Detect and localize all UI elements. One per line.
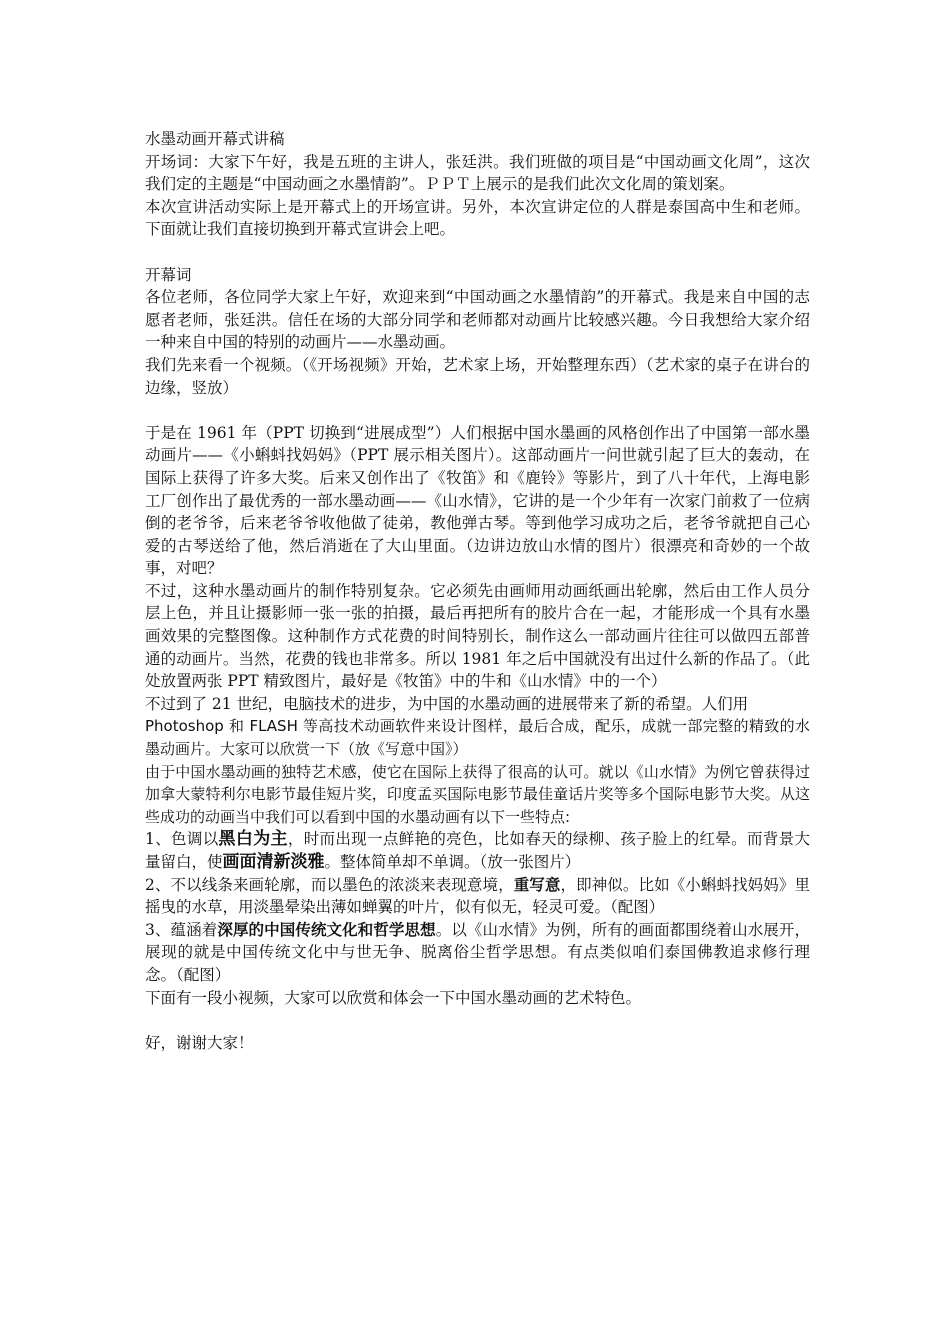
feature-2-text-b: ，即神似。比如《小蝌蚪找妈妈》里摇曳的水草，用淡墨晕染出薄如蝉翼的叶片，似有似无，轻灵可爱。（配图）: [145, 875, 810, 917]
feature-2-text-a: 2、不以线条来画轮廓，而以墨色的浓淡来表现意境，: [145, 875, 514, 894]
feature-3-text-b: 。以《山水情》为例，所有的画面都围绕着山水展开，展现的就是中国传统文化中与世无争、脱离俗尘哲学思想。有点类似咱们泰国佛教追求修行理念。（配图）: [145, 920, 810, 984]
feature-1-text-b: ，时而出现一点鲜艳的亮色，比如春天的绿柳、孩子脸上的红晕。而背景大量留白，使: [145, 830, 810, 871]
feature-1: [145, 828, 810, 873]
opening-paragraph-1: 各位老师，各位同学大家上午好，欢迎来到“中国动画之水墨情韵”的开幕式。我是来自中国的志愿者老师，张廷洪。信任在场的大部分同学和老师都对动画片比较感兴趣。今日我想给大家介绍一种来自中国的特别的动画片——水墨动画。: [145, 288, 810, 352]
history-paragraph-1: 于是在 1961 年（PPT 切换到“进展成型”）人们根据中国水墨画的风格创作出了中国第一部水墨动画片——《小蝌蚪找妈妈》（PPT 展示相关图片）。这部动画片一问世就引起了巨大的轰动，在国际上获得了许多大奖。后来又创作出了《牧笛》和《鹿铃》等影片，到了八十年代，上海电影工厂创作出了最优秀的一部水墨动画——《山水情》，它讲的是一个少年有一次家门前救了一位病倒的老爷爷，后来老爷爷收他做了徒弟，教他弹古琴。等到他学习成功之后，老爷爷就把自己心爱的古琴送给了他，然后消逝在了大山里面。（边讲边放山水情的图片）很漂亮和奇妙的一个故事，对吧？: [145, 423, 810, 578]
history-paragraph-4: 由于中国水墨动画的独特艺术感，使它在国际上获得了很高的认可。就以《山水情》为例它曾获得过加拿大蒙特利尔电影节最佳短片奖，印度孟买国际电影节最佳童话片奖等多个国际电影节大奖。从这些成功的动画当中我们可以看到中国的水墨动画有以下一些特点:: [145, 762, 810, 826]
feature-3: [145, 919, 810, 987]
document-title: 水墨动画开幕式讲稿: [145, 130, 285, 148]
blank-line: [145, 399, 810, 422]
history-paragraph-3b: Photoshop 和 FLASH 等高技术动画软件来设计图样，最后合成，配乐，成就一部完整的精致的水墨动画片。大家可以欣赏一下（放《写意中国》）: [145, 717, 810, 759]
blank-line: [145, 241, 810, 264]
history-paragraph-2: 不过，这种水墨动画片的制作特别复杂。它必须先由画师用动画纸画出轮廓，然后由工作人员分层上色，并且让摄影师一张一张的拍摄，最后再把所有的胶片合在一起，才能形成一个具有水墨画效果的完整图像。这种制作方式花费的时间特别长，制作这么一部动画片往往可以做四五部普通的动画片。当然，花费的钱也非常多。所以 1981 年之后中国就没有出过什么新的作品了。（此处放置两张 PPT 精致图片，最好是《牧笛》中的牛和《山水情》中的一个）: [145, 581, 810, 691]
feature-2: [145, 874, 810, 919]
intro-paragraph-2: 本次宣讲活动实际上是开幕式上的开场宣讲。另外，本次宣讲定位的人群是泰国高中生和老师。下面就让我们直接切换到开幕式宣讲会上吧。: [145, 197, 810, 239]
feature-1-bold-1: 黑白为主: [218, 829, 288, 850]
intro-paragraph-1: 开场词：大家下午好，我是五班的主讲人，张廷洪。我们班做的项目是“中国动画文化周”，这次我们定的主题是“中国动画之水墨情韵”。ＰＰＴ上展示的是我们此次文化周的策划案。: [145, 152, 810, 194]
closing-line: 好，谢谢大家！: [145, 1033, 254, 1052]
feature-3-text-a: 3、蕴涵着: [145, 920, 218, 939]
feature-1-text-c: 。整体简单却不单调。（放一张图片）: [324, 853, 581, 871]
opening-heading: 开幕词: [145, 265, 192, 284]
feature-1-text-a: 1、色调以: [145, 830, 219, 849]
feature-2-bold: 重写意: [513, 875, 561, 894]
document-body: [145, 128, 810, 1054]
feature-1-bold-2: 画面清新淡雅: [222, 852, 325, 872]
opening-paragraph-2: 我们先来看一个视频。（《开场视频》开始，艺术家上场，开始整理东西）（艺术家的桌子在讲台的边缘，竖放）: [145, 355, 810, 397]
video-line: 下面有一段小视频，大家可以欣赏和体会一下中国水墨动画的艺术特色。: [145, 988, 642, 1007]
history-paragraph-3a: 不过到了 21 世纪，电脑技术的进步，为中国的水墨动画的进展带来了新的希望。人们用: [145, 694, 749, 713]
blank-line: [145, 1009, 810, 1032]
feature-3-bold: 深厚的中国传统文化和哲学思想: [217, 920, 436, 939]
